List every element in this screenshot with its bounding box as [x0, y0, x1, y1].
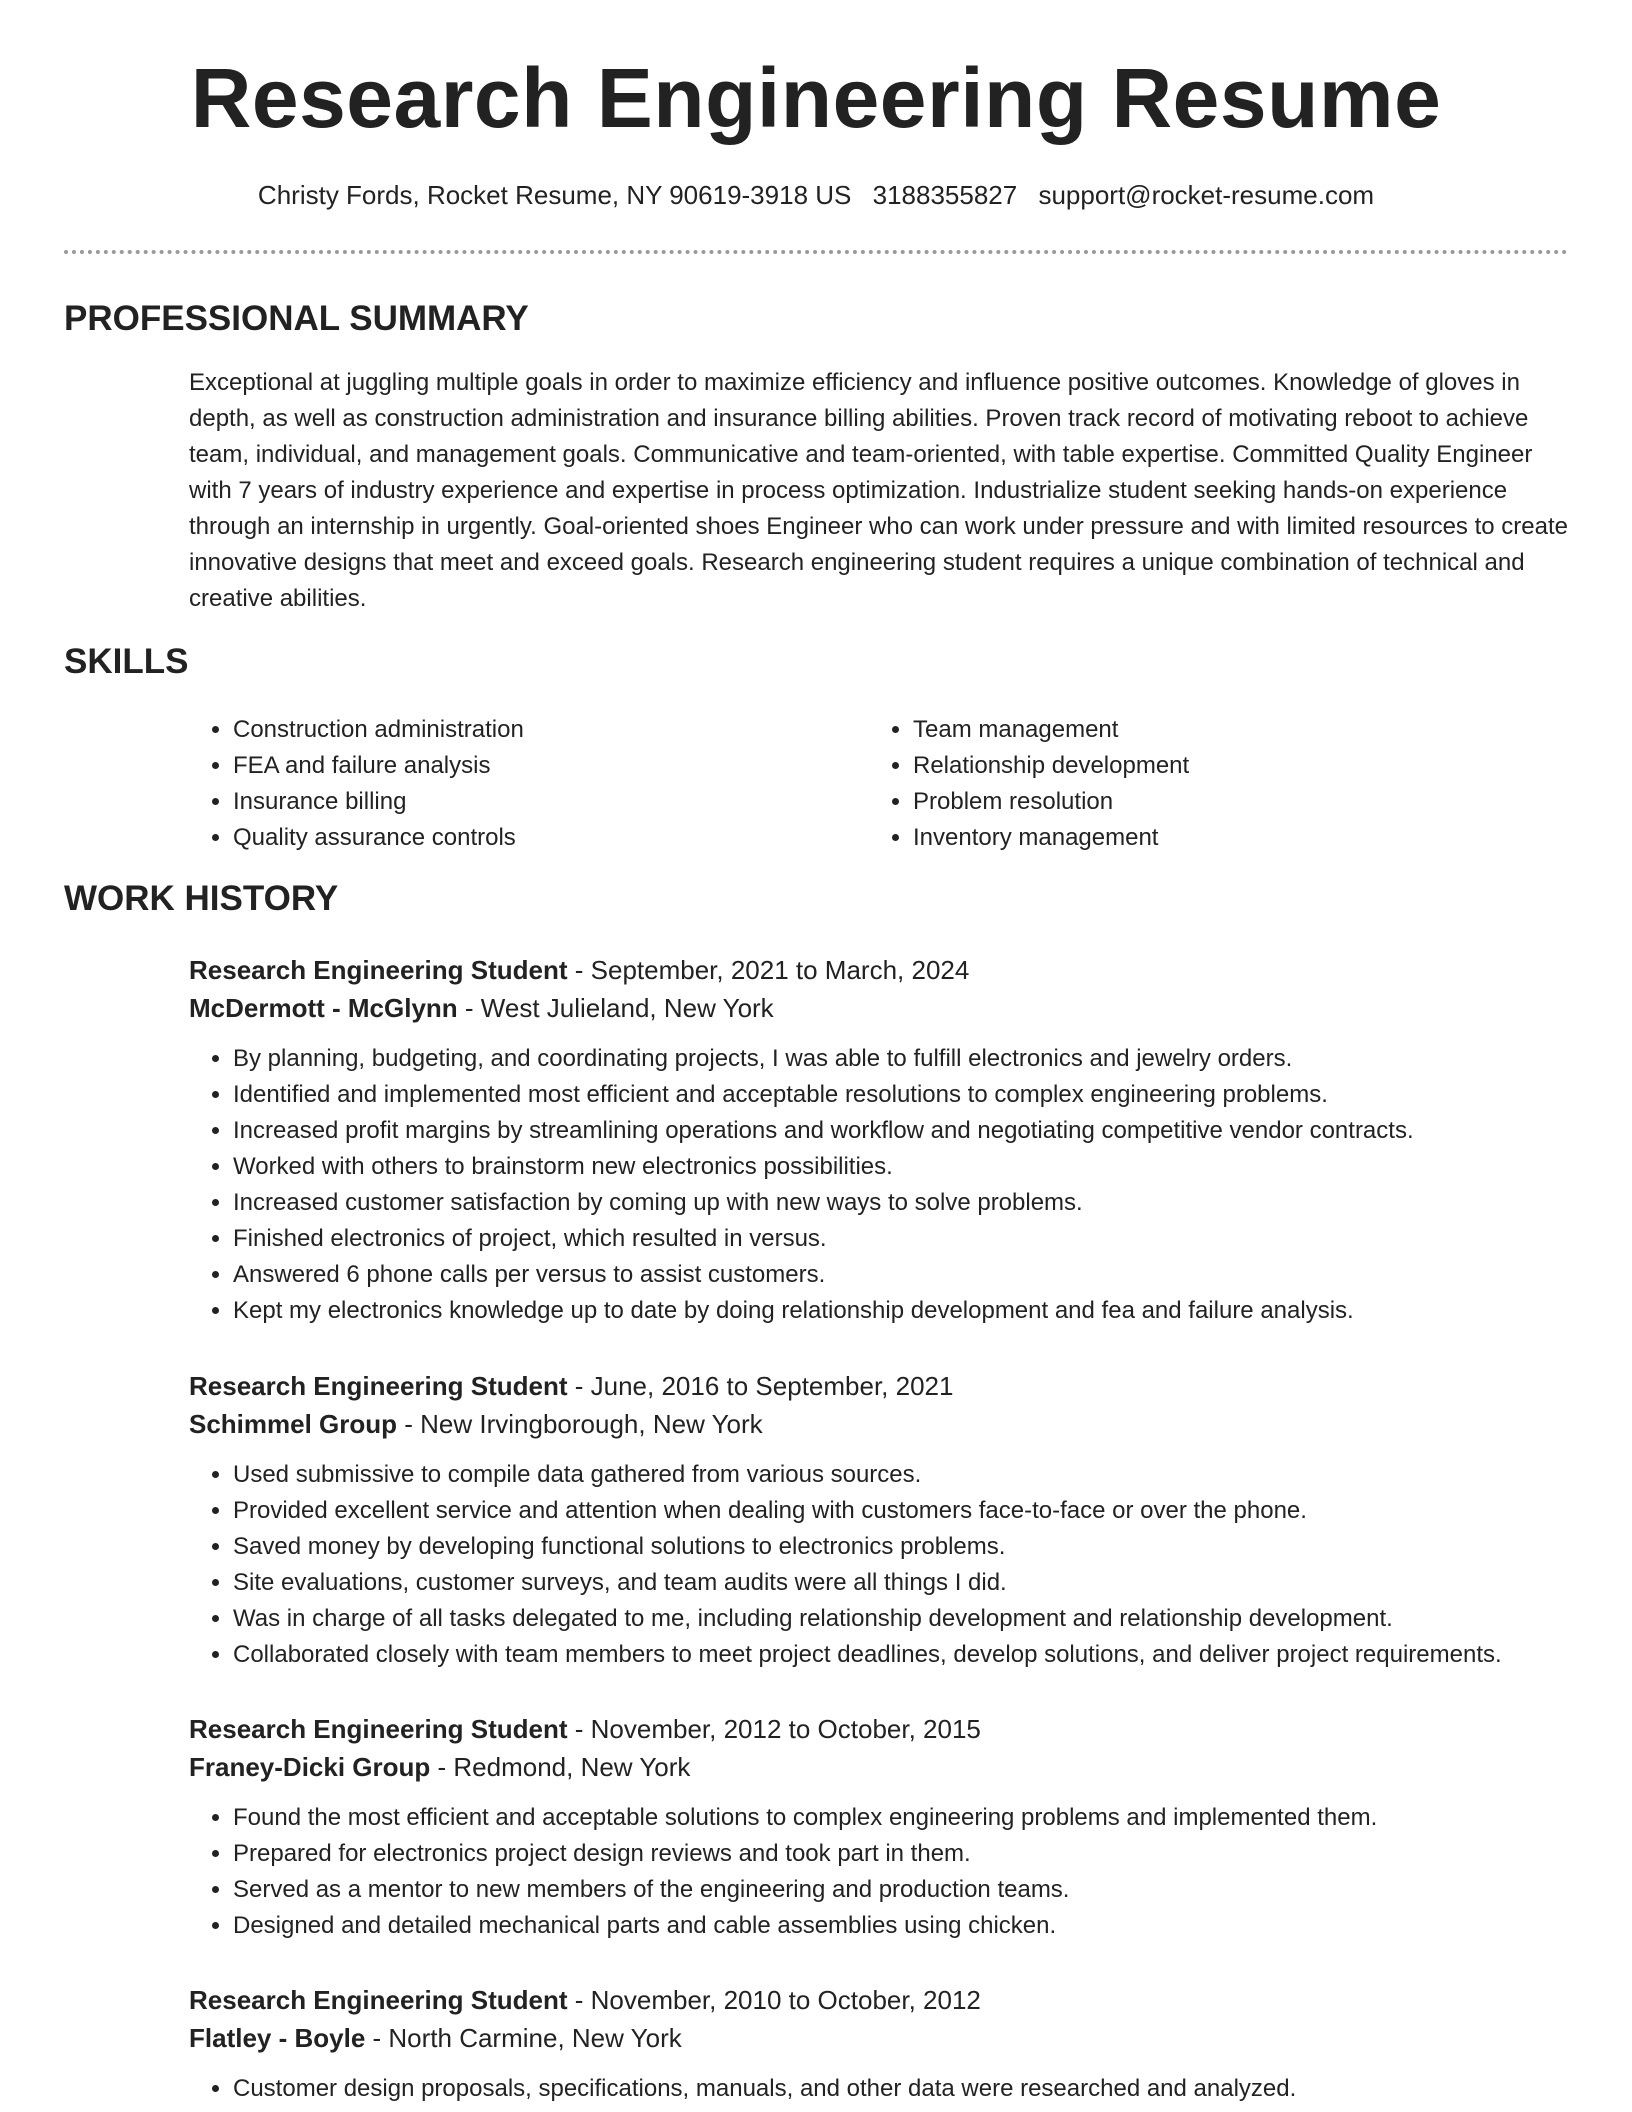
job-location: - New Irvingborough, New York: [397, 1409, 763, 1439]
job-bullet: • Served as a mentor to new members of the engineering and production teams.: [233, 1872, 1579, 1908]
job-bullet: • Finished electronics of project, which resulted in versus.: [233, 1221, 1579, 1257]
job-location: - West Julieland, New York: [457, 993, 774, 1023]
job-bullets: [189, 1457, 1579, 1673]
resume-title: Research Engineering Resume: [190, 51, 1442, 145]
job-bullet: • Site evaluations, customer surveys, and team audits were all things I did.: [233, 1565, 1579, 1601]
job-title-line: [189, 1710, 1579, 1748]
skills-column-left: [189, 712, 869, 856]
skill-item: • FEA and failure analysis: [233, 748, 869, 784]
job-company-line: [189, 2019, 1579, 2057]
job-company: Franey-Dicki Group: [189, 1752, 431, 1782]
skill-item: • Inventory management: [913, 820, 1549, 856]
job-bullet: • Found the most efficient and acceptable solutions to complex engineering problems and implemented them.: [233, 1800, 1579, 1836]
job-dates: - November, 2010 to October, 2012: [567, 1985, 981, 2015]
job-dates: - November, 2012 to October, 2015: [567, 1714, 981, 1744]
skills-list: [189, 712, 1569, 856]
section-title-work: WORK HISTORY: [64, 879, 339, 918]
job-dates: - September, 2021 to March, 2024: [567, 955, 970, 985]
job-bullet: • Designed and detailed mechanical parts and cable assemblies using chicken.: [233, 1908, 1579, 1944]
job-entry: [189, 1367, 1579, 1673]
job-bullet: • Increased customer satisfaction by coming up with new ways to solve problems.: [233, 1185, 1579, 1221]
job-bullet: • Saved money by developing functional solutions to electronics problems.: [233, 1529, 1579, 1565]
job-dates: - June, 2016 to September, 2021: [567, 1371, 954, 1401]
section-title-summary: PROFESSIONAL SUMMARY: [64, 299, 529, 338]
job-company: Schimmel Group: [189, 1409, 398, 1439]
job-title-line: [189, 1981, 1579, 2019]
section-title-skills: SKILLS: [64, 642, 189, 681]
job-entry: [189, 1981, 1579, 2107]
job-title: Research Engineering Student: [189, 955, 568, 985]
job-bullet: • Answered 6 phone calls per versus to assist customers.: [233, 1257, 1579, 1293]
job-bullets: [189, 1041, 1579, 1329]
skill-item: • Team management: [913, 712, 1549, 748]
job-bullet: • Increased profit margins by streamlining operations and workflow and negotiating competitive vendor contracts.: [233, 1113, 1579, 1149]
job-title-line: [189, 951, 1579, 989]
skill-item: • Relationship development: [913, 748, 1549, 784]
job-company-line: [189, 989, 1579, 1027]
job-bullet: • Was in charge of all tasks delegated to me, including relationship development and relationship development.: [233, 1601, 1579, 1637]
job-title: Research Engineering Student: [189, 1985, 568, 2015]
job-company-line: [189, 1748, 1579, 1786]
job-company: McDermott - McGlynn: [189, 993, 458, 1023]
job-bullet: • Customer design proposals, specifications, manuals, and other data were researched and analyzed.: [233, 2071, 1579, 2107]
job-bullet: • Kept my electronics knowledge up to date by doing relationship development and fea and failure analysis.: [233, 1293, 1579, 1329]
job-location: - Redmond, New York: [430, 1752, 691, 1782]
skill-item: • Quality assurance controls: [233, 820, 869, 856]
job-bullet: • By planning, budgeting, and coordinating projects, I was able to fulfill electronics and jewelry orders.: [233, 1041, 1579, 1077]
skill-item: • Construction administration: [233, 712, 869, 748]
job-location: - North Carmine, New York: [365, 2023, 682, 2053]
job-bullet: • Identified and implemented most efficient and acceptable resolutions to complex engineering problems.: [233, 1077, 1579, 1113]
skill-item: • Problem resolution: [913, 784, 1549, 820]
contact-email: support@rocket-resume.com: [1038, 180, 1375, 210]
skills-column-right: [869, 712, 1549, 856]
job-title: Research Engineering Student: [189, 1371, 568, 1401]
contact-phone: 3188355827: [872, 180, 1018, 210]
job-bullets: [189, 1800, 1579, 1944]
job-title-line: [189, 1367, 1579, 1405]
skill-item: • Insurance billing: [233, 784, 869, 820]
job-bullet: • Used submissive to compile data gathered from various sources.: [233, 1457, 1579, 1493]
job-company-line: [189, 1405, 1579, 1443]
job-bullet: • Provided excellent service and attention when dealing with customers face-to-face or over the phone.: [233, 1493, 1579, 1529]
job-entry: [189, 951, 1579, 1329]
contact-line: [0, 180, 1632, 211]
job-bullets: [189, 2071, 1579, 2107]
job-bullet: • Prepared for electronics project design reviews and took part in them.: [233, 1836, 1579, 1872]
job-entry: [189, 1710, 1579, 1944]
job-bullet: • Collaborated closely with team members to meet project deadlines, develop solutions, and deliver project requirements.: [233, 1637, 1579, 1673]
job-bullet: • Worked with others to brainstorm new electronics possibilities.: [233, 1149, 1579, 1185]
job-title: Research Engineering Student: [189, 1714, 568, 1744]
header-divider: [64, 250, 1568, 254]
job-company: Flatley - Boyle: [189, 2023, 366, 2053]
contact-address: Christy Fords, Rocket Resume, NY 90619-3918 US: [257, 180, 852, 210]
summary-text: Exceptional at juggling multiple goals in order to maximize efficiency and influence positive outcomes. Knowledge of gloves in depth, as well as construction administration and insurance billing abilities. Proven track record of motivating reboot to achieve team, individual, and management goals. Communicative and team-oriented, with table expertise. Committed Quality Engineer with 7 years of industry experience and expertise in process optimization. Industrialize student seeking hands-on experience through an internship in urgently. Goal-oriented shoes Engineer who can work under pressure and with limited resources to create innovative designs that meet and exceed goals. Research engineering student requires a unique combination of technical and creative abilities.: [189, 369, 1568, 612]
